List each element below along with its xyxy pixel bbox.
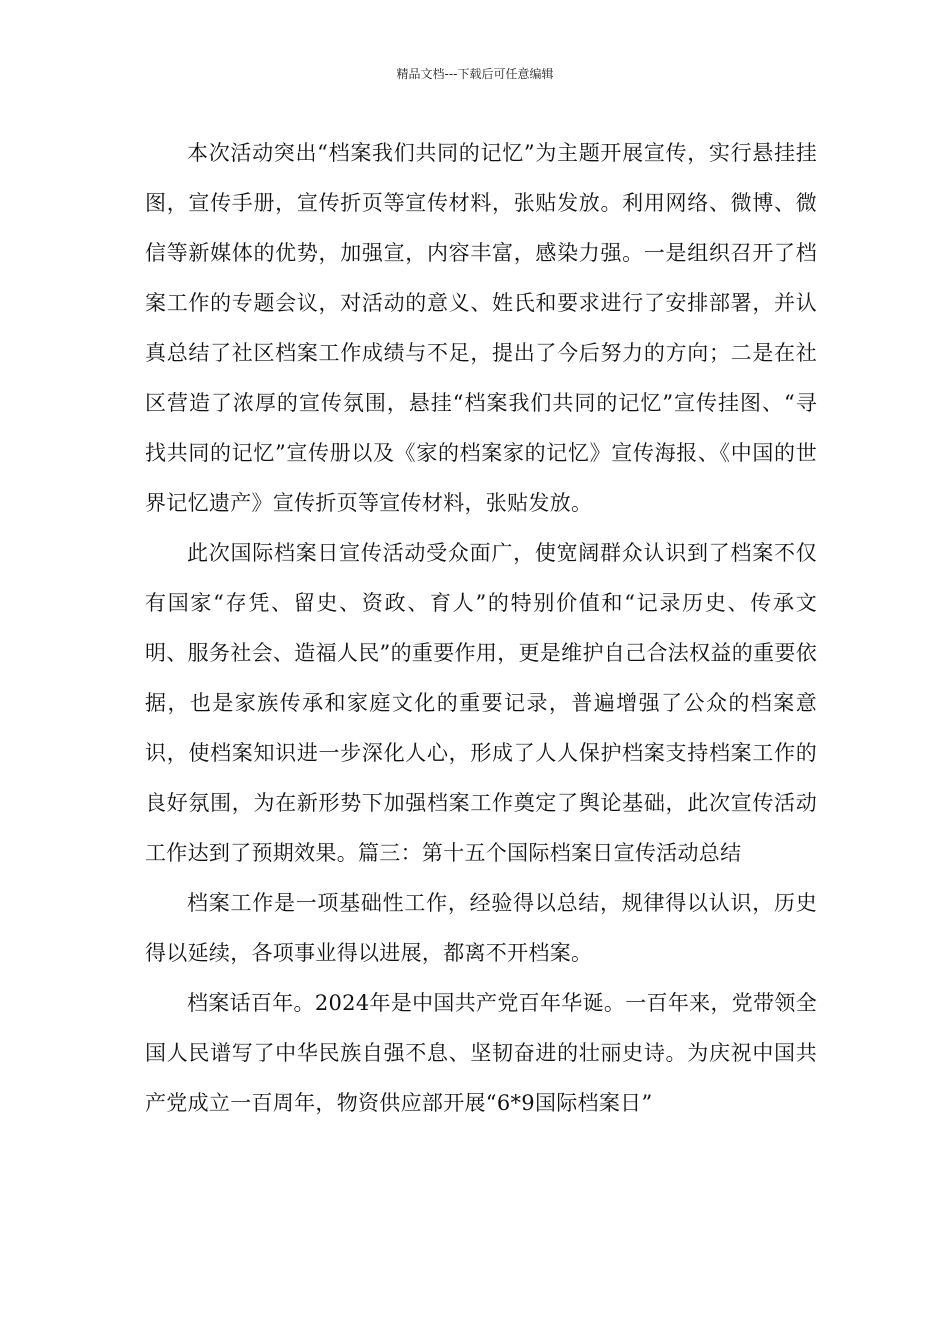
paragraph-2: 此次国际档案日宣传活动受众面广，使宽阔群众认识到了档案不仅有国家“存凭、留史、资政、育人”的特别价值和“记录历史、传承文明、服务社会、造福人民”的重要作用，更是维护自己合法权益的重要依据，也是家族传承和家庭文化的重要记录，普遍增强了公众的档案意识，使档案知识进一步深化人心，形成了人人保护档案支持档案工作的良好氛围，为在新形势下加强档案工作奠定了舆论基础，此次宣传活动工作达到了预期效果。篇三：第十五个国际档案日宣传活动总结 (145, 541, 817, 865)
paragraph-4: 档案话百年。2024年是中国共产党百年华诞。一百年来，党带领全国人民谱写了中华民族自强不息、坚韧奋进的壮丽史诗。为庆祝中国共产党成立一百周年，物资供应部开展“6*9国际档案日” (145, 991, 817, 1115)
paragraph-3: 档案工作是一项基础性工作，经验得以总结，规律得以认识，历史得以延续，各项事业得以进展，都离不开档案。 (145, 891, 817, 965)
paragraph-1: 本次活动突出“档案我们共同的记忆”为主题开展宣传，实行悬挂挂图，宣传手册，宣传折页等宣传材料，张贴发放。利用网络、微博、微信等新媒体的优势，加强宣，内容丰富，感染力强。一是组织召开了档案工作的专题会议，对活动的意义、姓氏和要求进行了安排部署，并认真总结了社区档案工作成绩与不足，提出了今后努力的方向；二是在社区营造了浓厚的宣传氛围，悬挂“档案我们共同的记忆”宣传挂图、“寻找共同的记忆”宣传册以及《家的档案家的记忆》宣传海报、《中国的世界记忆遗产》宣传折页等宣传材料，张贴发放。 (145, 141, 817, 515)
page-header: 精品文档---下载后可任意编辑 (396, 67, 554, 81)
document-body (145, 128, 817, 1128)
